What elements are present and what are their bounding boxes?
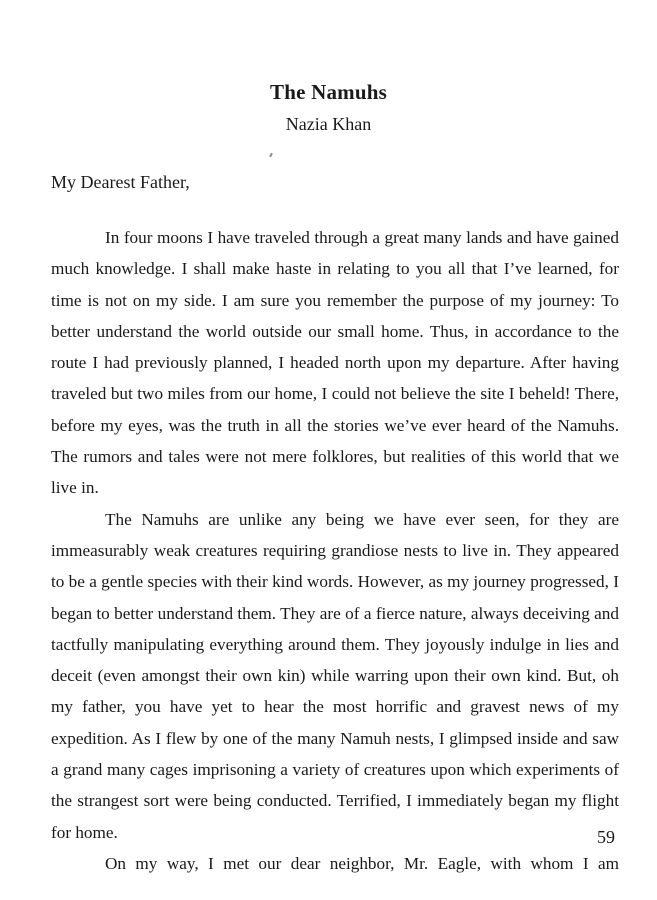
- page-number: 59: [597, 827, 615, 847]
- author-name: Nazia Khan: [285, 114, 372, 134]
- story-title: The Namuhs: [270, 80, 387, 104]
- letter-body: [51, 222, 619, 879]
- paragraph-1: In four moons I have traveled through a great many lands and have gained much knowledge. I shall make haste in relating to you all that I’ve learned, for time is not on my side. I am sure you remember the purpose of my journey: To better understand the world outside our small home. Thus, in accordance to the route I had previously planned, I headed north upon my departure. After having traveled but two miles from our home, I could not believe the site I beheld! There, before my eyes, was the truth in all the stories we’ve ever heard of the Namuhs. The rumors and tales were not mere folklores, but realities of this world that we live in.: [51, 228, 619, 498]
- letter-salutation: My Dearest Father,: [51, 172, 190, 192]
- scan-speck: [269, 153, 273, 157]
- paragraph-3: On my way, I met our dear neighbor, Mr. Eagle, with whom I am: [105, 853, 619, 873]
- paragraph-2: The Namuhs are unlike any being we have ever seen, for they are immeasurably weak creatures requiring grandiose nests to live in. They appeared to be a gentle species with their kind words. However, as my journey progressed, I began to better understand them. They are of a fierce nature, always deceiving and tactfully manipulating everything around them. They joyously indulge in lies and deceit (even amongst their own kin) while warring upon their own kind. But, oh my father, you have yet to hear the most horrific and gravest news of my expedition. As I flew by one of the many Namuh nests, I glimpsed inside and saw a grand many cages imprisoning a variety of creatures upon which experiments of the strangest sort were being conducted. Terrified, I immediately began my flight for home.: [51, 509, 619, 842]
